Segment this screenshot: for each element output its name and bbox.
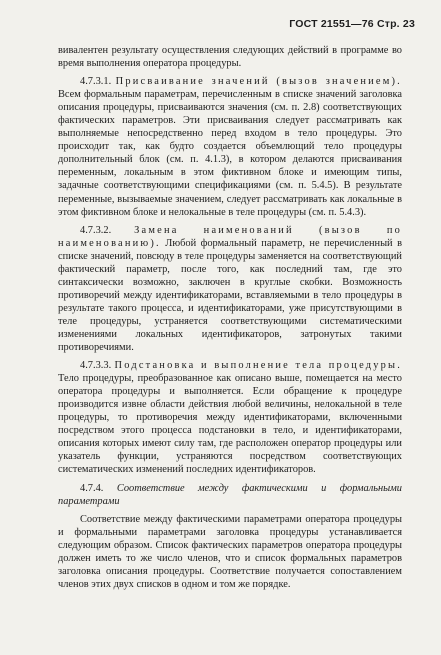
paragraph-4-7-3-1 [58, 75, 402, 219]
clause-text: Всем формальным параметрам, перечисленным в списке значений заголовка описания процедуры, присваиваются значения (см. п. 2.8) соответствующих фактических параметров. Эти присваивания следует рассматривать как выполняемые непосредственно перед входом в тело процедуры. Это происходит так, как будто создается объемлющий тело процедуры дополнительный блок (см. п. 4.1.3), в котором делаются присваивания переменным, локальным в этом фиктивном блоке и имеющим типы, задачные соответствующими спецификациями (см. п. 5.4.5). В результате переменные, вызываемые значением, следует рассматривать как локальные в этом фиктивном блоке и нелокальные в теле процедуры (см. п. 5.4.3). [58, 89, 402, 218]
clause-title: Присваивание значений (вызов значением). [115, 76, 402, 88]
section-number: 4.7.4. [80, 482, 104, 494]
clause-number: 4.7.3.1. [80, 76, 112, 88]
paragraph-4-7-4: Соответствие между фактическими параметрами оператора процедуры и формальными параметрами заголовка процедуры устанавливается следующим образом. Список фактических параметров оператора процедуры должен иметь то же число членов, что и список формальных параметров заголовка описания процедуры. Соответствие получается сопоставлением членов этих двух списков в одном и том же порядке. [58, 513, 402, 590]
clause-title: Замена наименований (вызов по наименованию). [58, 224, 402, 249]
body-text [58, 44, 402, 591]
paragraph-4-7-3-2 [58, 224, 402, 354]
paragraph-4-7-3-3 [58, 359, 402, 476]
clause-number: 4.7.3.3. [80, 360, 112, 372]
paragraph-continuation: вивалентен результату осуществления следующих действий в программе во время выполнения оператора процедуры. [58, 45, 402, 70]
section-heading-4-7-4 [58, 482, 402, 508]
standard-number: ГОСТ 21551—76 [289, 18, 374, 30]
clause-text: Тело процедуры, преобразованное как описано выше, помещается на место оператора процедуры и выполняется. Если обращение к процедуре производится извне области действия любой величины, нелокальной в теле процедуры, то противоречия между идентификаторами, включенными посредством этого процесса подстановки в тело, и идентификаторами, описания которых имеют силу там, где расположен оператор процедуры или указатель функции, устраняются посредством соответствующих систематических изменений последних идентификаторов. [58, 373, 402, 476]
clause-number: 4.7.3.2. [80, 224, 112, 236]
page-number: Стр. 23 [376, 18, 415, 30]
clause-text: Любой формальный параметр, не перечисленный в списке значений, повсюду в теле процедуры заменяется на соответствующий фактический параметр, после того, как последний там, где это синтаксически возможно, заключен в круглые скобки. Возможность противоречий между идентификаторами, вставляемыми в тело процедуры в результате такого процесса, и идентификаторами, уже присутствующими в теле процедуры, устраняется соответствующими систематическими изменениями локальных идентификаторов, затронутых такими противоречиями. [58, 237, 402, 354]
clause-title: Подстановка и выполнение тела процедуры. [114, 360, 403, 372]
section-title: Соответствие между фактическими и формальными параметрами [58, 482, 402, 507]
page-header [289, 18, 415, 30]
